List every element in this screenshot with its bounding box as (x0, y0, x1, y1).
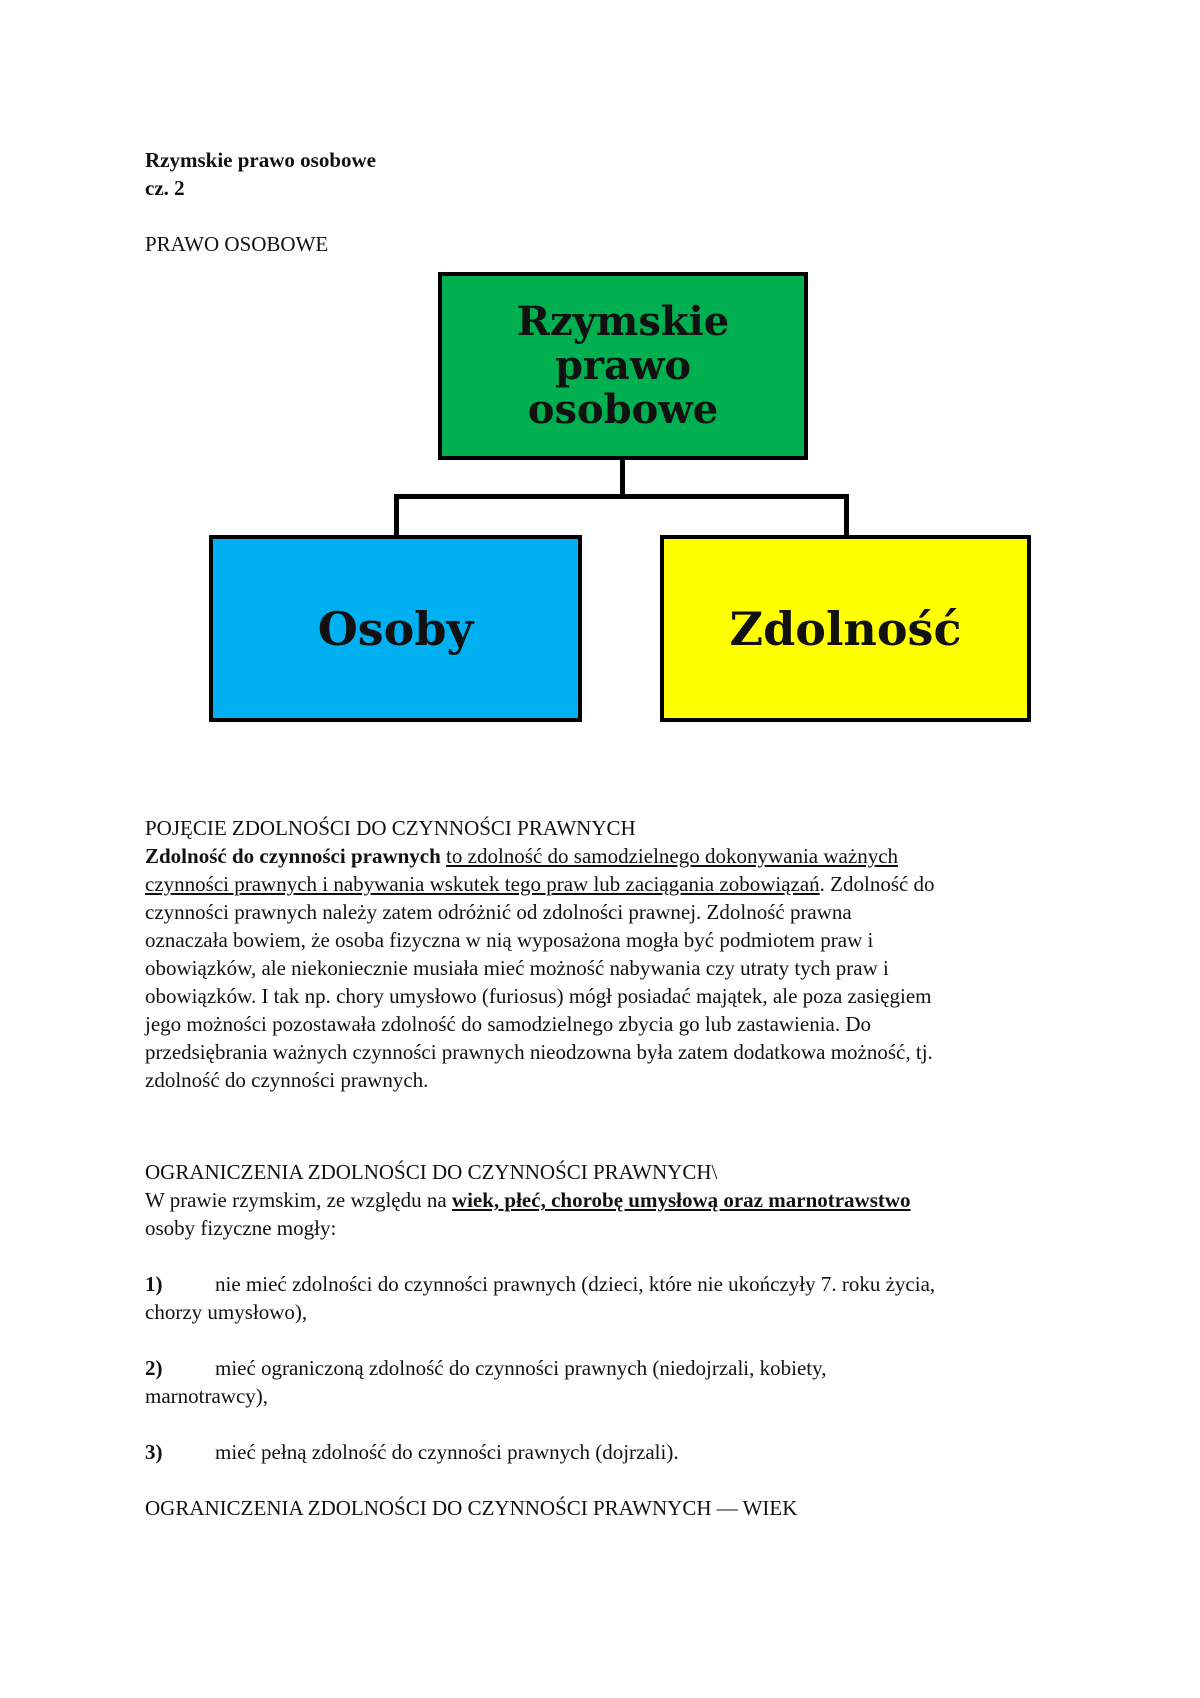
diagram-left-box (209, 535, 582, 722)
doc-subtitle: cz. 2 (145, 176, 185, 200)
diagram-right-box (660, 535, 1031, 722)
section-heading-prawo-osobowe: PRAWO OSOBOWE (145, 232, 329, 256)
section-heading-ograniczenia: OGRANICZENIA ZDOLNOŚCI DO CZYNNOŚCI PRAWNYCH\ (145, 1160, 718, 1184)
list-item-line (145, 1438, 1065, 1466)
underlined-definition-1: to zdolność do samodzielnego dokonywania ważnych (446, 844, 899, 868)
connector-vertical-right (844, 494, 849, 536)
paragraph-pojecie (145, 842, 1065, 1094)
diagram-root-label: Rzymskie prawo osobowe (516, 298, 730, 433)
list-item-line (145, 1354, 1065, 1382)
para-line (145, 870, 1065, 898)
para-line: oznaczała bowiem, że osoba fizyczna w nią wyposażona mogła być podmiotem praw i (145, 928, 874, 952)
list-number: 1) (145, 1272, 163, 1296)
para-line: czynności prawnych należy zatem odróżnić od zdolności prawnej. Zdolność prawna (145, 900, 852, 924)
para-line (145, 1186, 1065, 1214)
para-line (145, 842, 1065, 870)
connector-vertical-root (620, 460, 625, 496)
list-text: mieć pełną zdolność do czynności prawnych (dojrzali). (215, 1440, 679, 1464)
section-heading-pojecie: POJĘCIE ZDOLNOŚCI DO CZYNNOŚCI PRAWNYCH (145, 816, 636, 840)
section-heading-wiek: OGRANICZENIA ZDOLNOŚCI DO CZYNNOŚCI PRAWNYCH — WIEK (145, 1496, 798, 1520)
underlined-definition-2: czynności prawnych i nabywania wskutek tego praw lub zaciągania zobowiązań (145, 872, 820, 896)
doc-title: Rzymskie prawo osobowe (145, 148, 376, 172)
list-number: 2) (145, 1356, 163, 1380)
list-item-line: marnotrawcy), (145, 1384, 269, 1408)
list-number: 3) (145, 1440, 163, 1464)
paragraph-ograniczenia-intro (145, 1186, 1065, 1242)
diagram-root-box (438, 272, 808, 460)
list-item-2 (145, 1354, 1065, 1410)
diagram-left-label: Osoby (317, 601, 474, 656)
list-text: mieć ograniczoną zdolność do czynności prawnych (niedojrzali, kobiety, (215, 1356, 827, 1380)
para-line: przedsiębrania ważnych czynności prawnych nieodzowna była zatem dodatkowa możność, tj. (145, 1040, 933, 1064)
list-item-1 (145, 1270, 1065, 1326)
para-text: . Zdolność do (819, 872, 935, 896)
para-line: obowiązków. I tak np. chory umysłowo (furiosus) mógł posiadać majątek, ale poza zasięgiem (145, 984, 932, 1008)
para-line: jego możności pozostawała zdolność do samodzielnego zbycia go lub zastawienia. Do (145, 1012, 872, 1036)
list-item-3 (145, 1438, 1065, 1466)
bold-term: Zdolność do czynności prawnych (145, 844, 441, 868)
para-line: zdolność do czynności prawnych. (145, 1068, 429, 1092)
diagram-right-label: Zdolność (729, 601, 962, 656)
connector-horizontal (394, 494, 849, 499)
list-text: nie mieć zdolności do czynności prawnych (dzieci, które nie ukończyły 7. roku życia, (215, 1272, 936, 1296)
list-item-line: chorzy umysłowo), (145, 1300, 308, 1324)
para-line: osoby fizyczne mogły: (145, 1216, 337, 1240)
list-item-line (145, 1270, 1065, 1298)
connector-vertical-left (394, 494, 399, 536)
bold-underlined-criteria: wiek, płeć, chorobę umysłową oraz marnotrawstwo (451, 1188, 911, 1212)
para-line: obowiązków, ale niekoniecznie musiała mieć możność nabywania czy utraty tych praw i (145, 956, 889, 980)
para-text: W prawie rzymskim, ze względu na (145, 1188, 452, 1212)
